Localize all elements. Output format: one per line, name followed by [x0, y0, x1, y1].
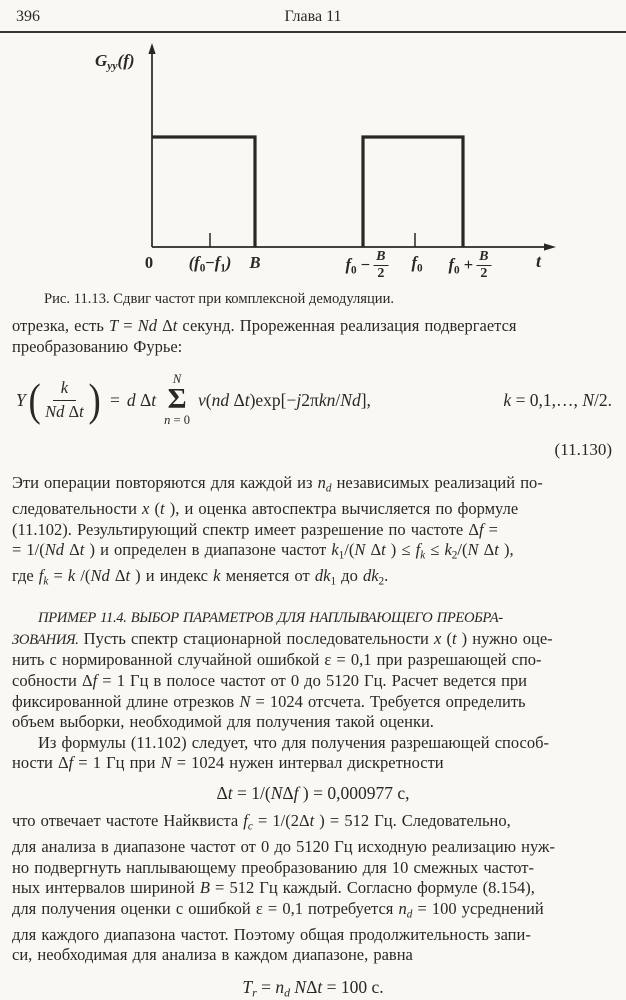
page-header [0, 0, 626, 33]
equation-number-11-130: (11.130) [554, 440, 612, 460]
paragraph-nyquist: что отвечает частоте Найквиста $f_c = 1/(2\Delta t$ ) = 512 Гц. Следовательно, для анализа в диапазоне частот от 0 до 5120 Гц исходную реализацию нуж- но подвергнуть наплывающему преобразованию для 10 смежных частот- ных интервалов шириной B = 512 Гц каждый. Согласно формуле (8.154), для получения оценки с ошибкой ε = 0,1 потребуется $n_d = 100$ усреднений для каждого диапазона частот. Поэтому общая продолжительность запи- си, необходимая для анализа в каждом диапазоне, равна [12, 810, 555, 965]
fraction-B-over-2: $\frac{B}{2}$ [476, 249, 491, 282]
tick-label-f0-minus-B2-text: $f_0$ − [345, 254, 371, 277]
eq-coefficient: d Δt [126, 389, 157, 410]
equals-sign: = [110, 389, 120, 410]
equation-delta-t: Δt = 1/(NΔf ) = 0,000977 с, [216, 782, 410, 803]
x-axis-arrow-icon [544, 243, 556, 250]
chapter-title: Глава 11 [284, 8, 342, 25]
eq-body: v(nd Δt)exp[−j2πkn/Nd], [197, 389, 371, 410]
eq-fraction: k Nd Δt [45, 377, 84, 421]
page-number: 396 [16, 8, 40, 25]
x-axis-label: t [536, 251, 542, 271]
summation-upper-limit: N [172, 371, 182, 386]
paragraph-from-formula: Из формулы (11.102) следует, что для получения разрешающей способ- ности Δf = 1 Гц при N = 1024 нужен интервал дискретности [12, 732, 549, 773]
fraction-B-over-2: $\frac{B}{2}$ [373, 249, 388, 282]
tick-label-zero: 0 [144, 253, 154, 272]
y-axis-label: $G_{yy}(f)$ [95, 51, 135, 73]
equation-11-130 [16, 369, 612, 431]
summation [164, 373, 190, 428]
equation-11-130-main [16, 373, 371, 428]
sigma-icon: Σ [167, 383, 187, 416]
tick-label-B: B [249, 253, 261, 272]
spectrum-plot [84, 41, 564, 255]
tick-label-f0-minus-f1: $(f_0-f_1)$ [188, 253, 232, 275]
paragraph-operations: Эти операции повторяются для каждой из $n_d$ независимых реализаций по- следовательности x (t ), и оценка автоспектра вычисляется по формуле (11.102). Результирующий спектр имеет разрешение по частоте Δf = = 1/(Nd Δt ) и определен в диапазоне частот $k_1/(N$ Δt ) ≤ $f_k \le k_2/(N$ Δt ), где $f_k = k$ /(Nd Δt ) и индекс k меняется от $dk_1$ до $dk_2$. [12, 473, 543, 588]
right-paren: ) [88, 374, 101, 426]
spectrum-rect-bandpass [363, 137, 463, 247]
tick-label-f0: $f_0$ [411, 253, 423, 275]
tick-label-f0-plus-B2 [449, 249, 492, 282]
paragraph-fourier-intro: отрезка, есть T = Nd Δt секунд. Прореженная реализация подвергается преобразованию Фурье: [12, 316, 517, 356]
tick-label-f0-minus-B2 [346, 249, 389, 282]
summation-lower-limit: n = 0 [164, 412, 190, 427]
paragraph-example-11-4: ПРИМЕР 11.4. ВЫБОР ПАРАМЕТРОВ ДЛЯ НАПЛЫВАЮЩЕГО ПРЕОБРА- ЗОВАНИЯ. Пусть спектр стационарной последовательности x (t ) нужно оце- нить с нормированной случайной ошибкой ε = 0,1 при разрешающей спо- собности Δf = 1 Гц в полосе частот от 0 до 5120 Гц. Расчет ведется при фиксированной длине отрезков N = 1024 отсчета. Требуется определить объем выборки, необходимой для получения такой оценки. [12, 610, 553, 732]
equation-record-length: $T_r = n_d$ NΔt = 100 с. [242, 976, 384, 1000]
eq-function-Y: Y [16, 389, 26, 410]
y-axis-arrow-icon [148, 43, 155, 54]
figure-caption: Рис. 11.13. Сдвиг частот при комплексной демодуляции. [44, 291, 395, 307]
figure-11-13 [0, 39, 626, 289]
tick-label-f0-plus-B2-text: $f_0$ + [448, 254, 474, 277]
left-paren: ( [28, 374, 41, 426]
spectrum-rect-baseband [152, 137, 255, 247]
eq-index-range: k = 0,1,…, N/2. [503, 389, 612, 410]
